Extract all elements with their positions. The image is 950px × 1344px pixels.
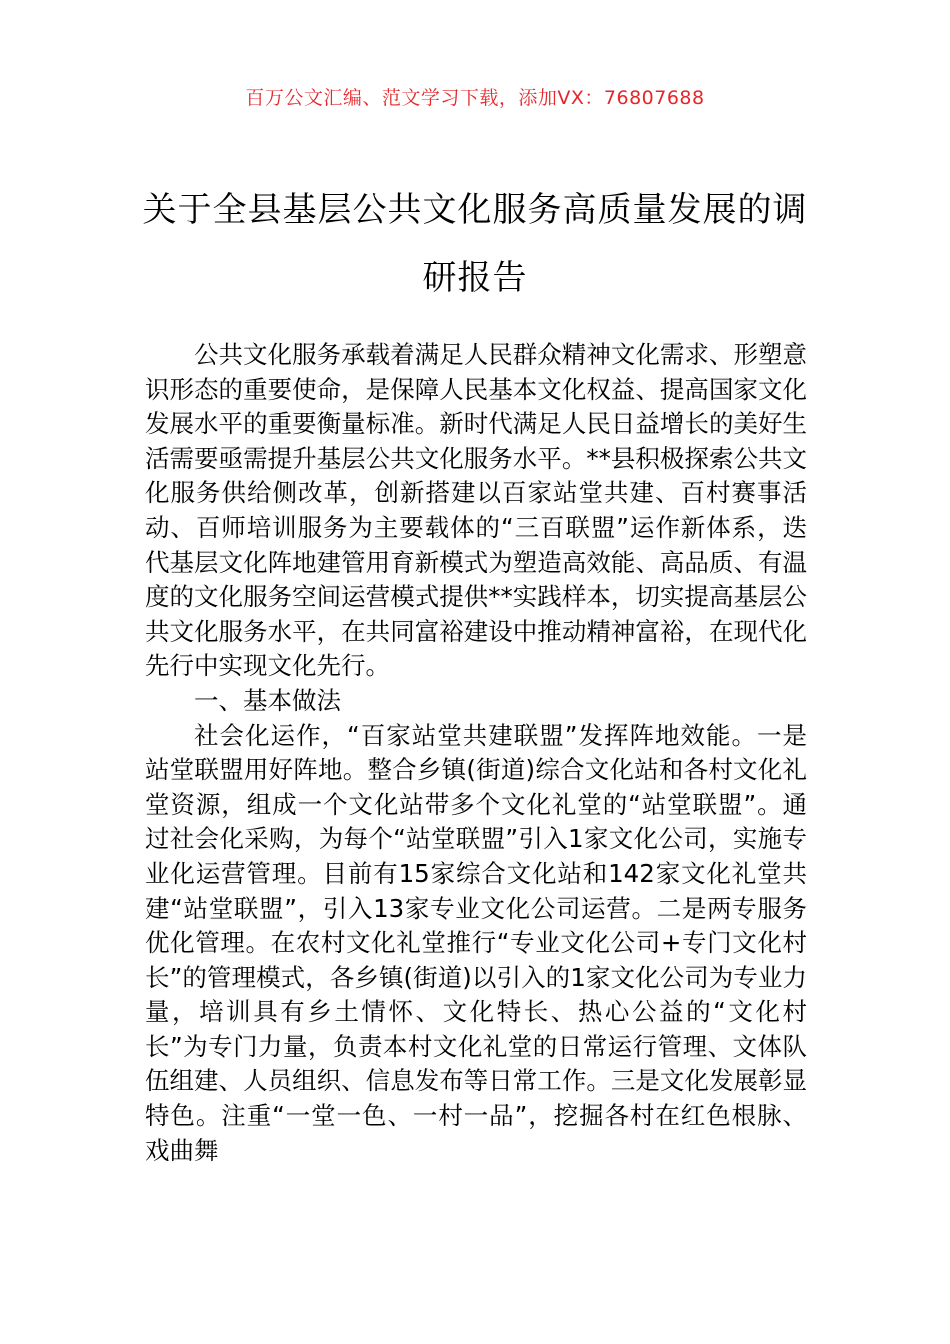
document-body [145,338,807,1168]
document-title: 关于全县基层公共文化服务高质量发展的调研报告 [142,190,808,298]
intro-paragraph: 公共文化服务承载着满足人民群众精神文化需求、形塑意识形态的重要使命，是保障人民基本文化权益、提高国家文化发展水平的重要衡量标准。新时代满足人民日益增长的美好生活需要亟需提升基层公共文化服务水平。**县积极探索公共文化服务供给侧改革，创新搭建以百家站堂共建、百村赛事活动、百师培训服务为主要载体的“三百联盟”运作新体系，迭代基层文化阵地建管用育新模式为塑造高效能、高品质、有温度的文化服务空间运营模式提供**实践样本，切实提高基层公共文化服务水平，在共同富裕建设中推动精神富裕，在现代化先行中实现文化先行。 [145,340,807,681]
header-note: 百万公文汇编、范文学习下载，添加VX：76807688 [245,87,705,109]
body-paragraph: 社会化运作，“百家站堂共建联盟”发挥阵地效能。一是站堂联盟用好阵地。整合乡镇(街道)综合文化站和各村文化礼堂资源，组成一个文化站带多个文化礼堂的“站堂联盟”。通过社会化采购，为每个“站堂联盟”引入1家文化公司，实施专业化运营管理。目前有15家综合文化站和142家文化礼堂共建“站堂联盟”，引入13家专业文化公司运营。二是两专服务优化管理。在农村文化礼堂推行“专业文化公司+专门文化村长”的管理模式，各乡镇(街道)以引入的1家文化公司为专业力量，培训具有乡土情怀、文化特长、热心公益的“文化村长”为专门力量，负责本村文化礼堂的日常运行管理、文体队伍组建、人员组织、信息发布等日常工作。三是文化发展彰显特色。注重“一堂一色、一村一品”，挖掘各村在红色根脉、戏曲舞 [145,720,807,1165]
section-heading: 一、基本做法 [194,685,341,715]
